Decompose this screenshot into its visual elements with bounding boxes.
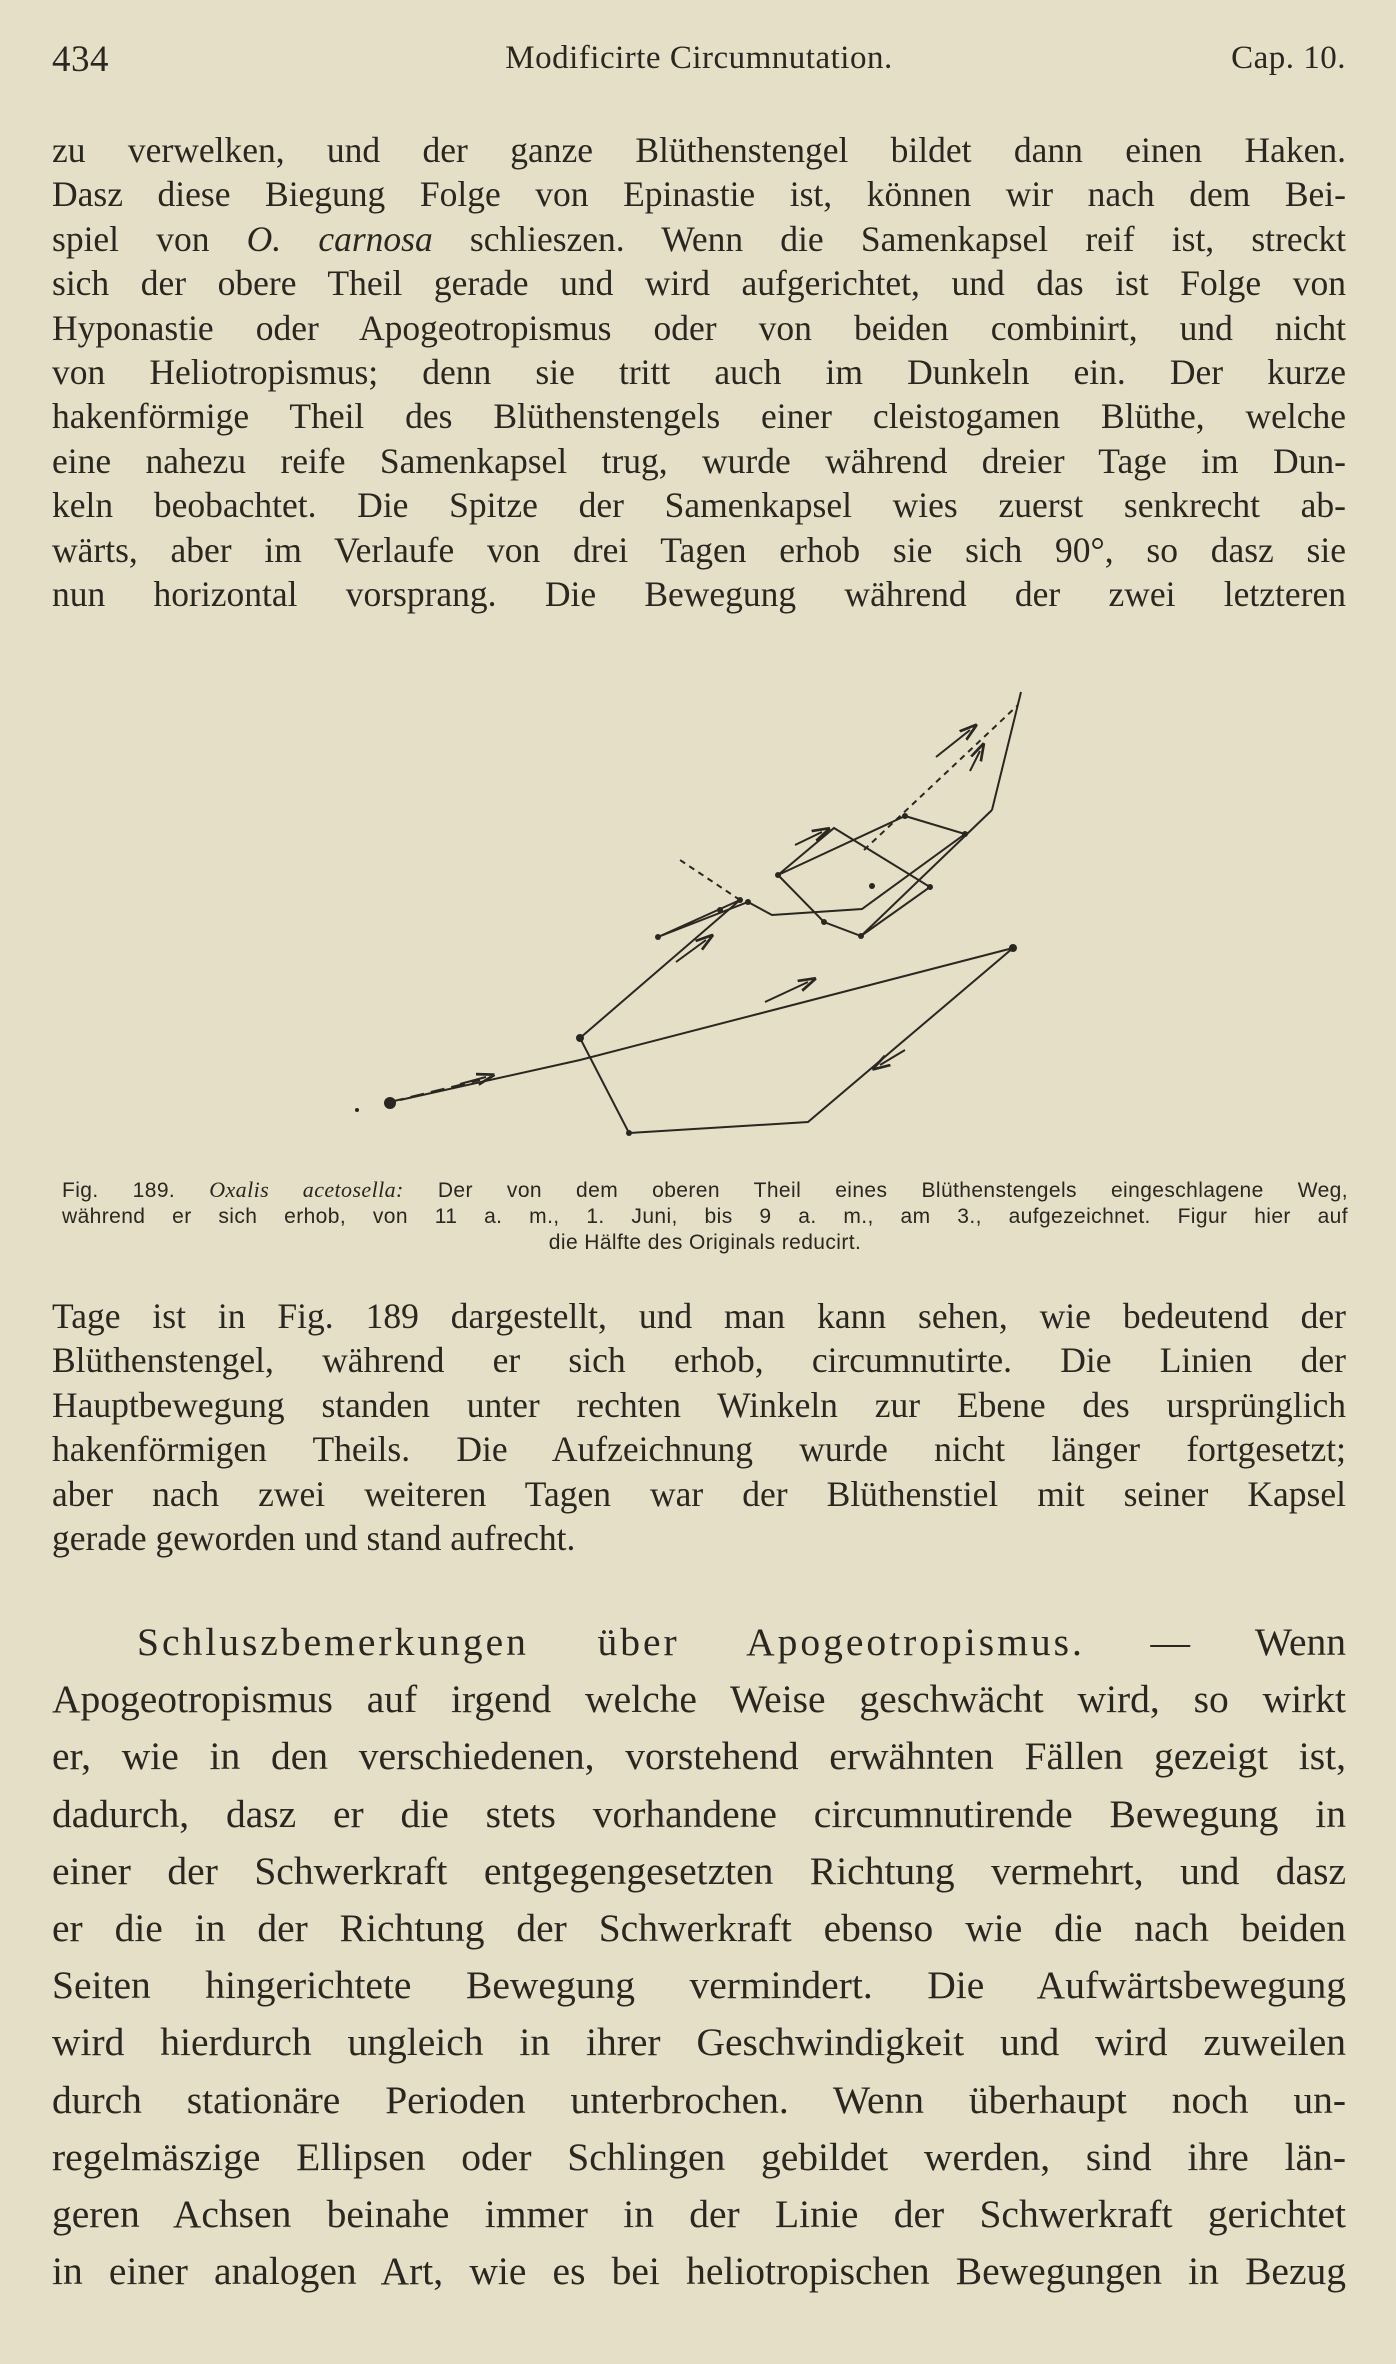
section-heading: Schluszbemerkungen über Apogeotropismus. <box>137 1620 1085 1664</box>
text-line: er, wie in den verschiedenen, vorstehend erwähnten Fällen gezeigt ist, <box>52 1734 1346 1779</box>
running-header <box>52 38 1346 88</box>
trace-lower-loop <box>400 900 1013 1133</box>
caption-text: Der von dem oberen Theil eines Blüthenstengels eingeschlagene Weg, <box>437 1179 1348 1202</box>
text-line: Hyponastie oder Apogeotropismus oder von beiden combinirt, und nicht <box>52 307 1346 348</box>
text-line: Seiten hingerichtete Bewegung vermindert. Die Aufwärtsbewegung <box>52 1963 1346 2008</box>
figure-species: Oxalis acetosella: <box>209 1177 404 1202</box>
text-line: Tage ist in Fig. 189 dargestellt, und man kann sehen, wie bedeutend der <box>52 1296 1346 1336</box>
trace-upper-loop <box>658 816 965 937</box>
trace-point <box>717 907 723 913</box>
trace-path <box>390 692 1021 1133</box>
direction-arrow <box>795 832 822 845</box>
trace-point <box>869 883 875 889</box>
text-line: geren Achsen beinahe immer in der Linie der Schwerkraft gerichtet <box>52 2192 1346 2237</box>
start-point <box>384 1097 396 1109</box>
circumnutation-figure <box>340 640 1060 1180</box>
text-line: durch stationäre Perioden unterbrochen. Wenn überhaupt noch un- <box>52 2077 1346 2122</box>
paragraph-2 <box>52 1294 1346 1560</box>
caption-line: während er sich erhob, von 11 a. m., 1. Juni, bis 9 a. m., am 3., aufgezeichnet. Figur hier auf <box>62 1205 1348 1228</box>
trace-point <box>821 919 827 925</box>
caption-line <box>62 1177 1348 1204</box>
trace-point <box>355 1108 359 1112</box>
text-line: dadurch, dasz er die stets vorhandene circumnutirende Bewegung in <box>52 1791 1346 1836</box>
direction-arrow <box>970 751 980 771</box>
text-line: hakenförmige Theil des Blüthenstengels einer cleistogamen Blüthe, welche <box>52 396 1346 437</box>
text-line: regelmäszige Ellipsen oder Schlingen gebildet werden, sind ihre län- <box>52 2134 1346 2179</box>
running-title: Modificirte Circumnutation. <box>505 40 893 76</box>
text-line: nun horizontal vorsprang. Die Bewegung während der zwei letzteren <box>52 574 1346 615</box>
trace-final-rise-top <box>992 692 1021 810</box>
trace-point <box>962 831 968 837</box>
text-line: keln beobachtet. Die Spitze der Samenkapsel wies zuerst senkrecht ab- <box>52 485 1346 526</box>
text-line: sich der obere Theil gerade und wird aufgerichtet, und das ist Folge von <box>52 263 1346 304</box>
direction-arrow <box>936 730 970 757</box>
text-line: Dasz diese Biegung Folge von Epinastie ist, können wir nach dem Bei- <box>52 174 1346 215</box>
trace-point <box>655 934 661 940</box>
text-line: wird hierdurch ungleich in ihrer Geschwindigkeit und wird zuweilen <box>52 2020 1346 2065</box>
text-line: von Heliotropismus; denn sie tritt auch im Dunkeln ein. Der kurze <box>52 352 1346 393</box>
text-line: gerade geworden und stand aufrecht. <box>52 1518 576 1559</box>
text-line: eine nahezu reife Samenkapsel trug, wurde während dreier Tage im Dun- <box>52 440 1346 481</box>
text-line: wärts, aber im Verlaufe von drei Tagen erhob sie sich 90°, so dasz sie <box>52 529 1346 570</box>
trace-point <box>1009 944 1017 952</box>
italic-species-name: O. carnosa <box>246 218 433 259</box>
text-line: spiel von O. carnosa schlieszen. Wenn die Samenkapsel reif ist, streckt <box>52 218 1346 259</box>
text-line: in einer analogen Art, wie es bei heliotropischen Bewegungen in Bezug <box>52 2249 1346 2294</box>
trace-dashed-inner <box>680 860 740 900</box>
caption-line: die Hälfte des Originals reducirt. <box>548 1231 862 1254</box>
text-line: hakenförmigen Theils. Die Aufzeichnung wurde nicht länger fortgesetzt; <box>52 1429 1346 1470</box>
trace-point <box>745 899 751 905</box>
figure-label: Fig. 189. <box>62 1179 176 1202</box>
trace-dashed-rise <box>864 705 1018 850</box>
trace-point <box>576 1034 584 1042</box>
direction-arrow <box>765 982 808 1002</box>
text-line: er die in der Richtung der Schwerkraft ebenso wie die nach beiden <box>52 1906 1346 1951</box>
paragraph-3 <box>52 1614 1346 2300</box>
text-line: Blüthenstengel, während er sich erhob, circumnutirte. Die Linien der <box>52 1340 1346 1381</box>
chapter-label: Cap. 10. <box>1231 40 1346 76</box>
text-line: einer der Schwerkraft entgegengesetzten Richtung vermehrt, und dasz <box>52 1848 1346 1893</box>
trace-point <box>927 884 933 890</box>
text-line: zu verwelken, und der ganze Blüthenstengel bildet dann einen Haken. <box>52 130 1346 170</box>
text-line: aber nach zwei weiteren Tagen war der Blüthenstiel mit seiner Kapsel <box>52 1473 1346 1514</box>
page-number: 434 <box>52 39 109 80</box>
paragraph-1 <box>52 128 1346 616</box>
trace-final-rise <box>861 810 992 936</box>
trace-point <box>858 933 864 939</box>
trace-point <box>737 897 743 903</box>
trace-point <box>902 813 908 819</box>
figure-caption <box>62 1177 1348 1256</box>
trace-point <box>626 1130 632 1136</box>
trace-point <box>775 872 781 878</box>
text-line: Hauptbewegung standen unter rechten Winkeln zur Ebene des ursprünglich <box>52 1384 1346 1425</box>
text-line: Apogeotropismus auf irgend welche Weise geschwächt wird, so wirkt <box>52 1677 1346 1722</box>
text-line: Schluszbemerkungen über Apogeotropismus. — Wenn <box>137 1620 1346 1664</box>
